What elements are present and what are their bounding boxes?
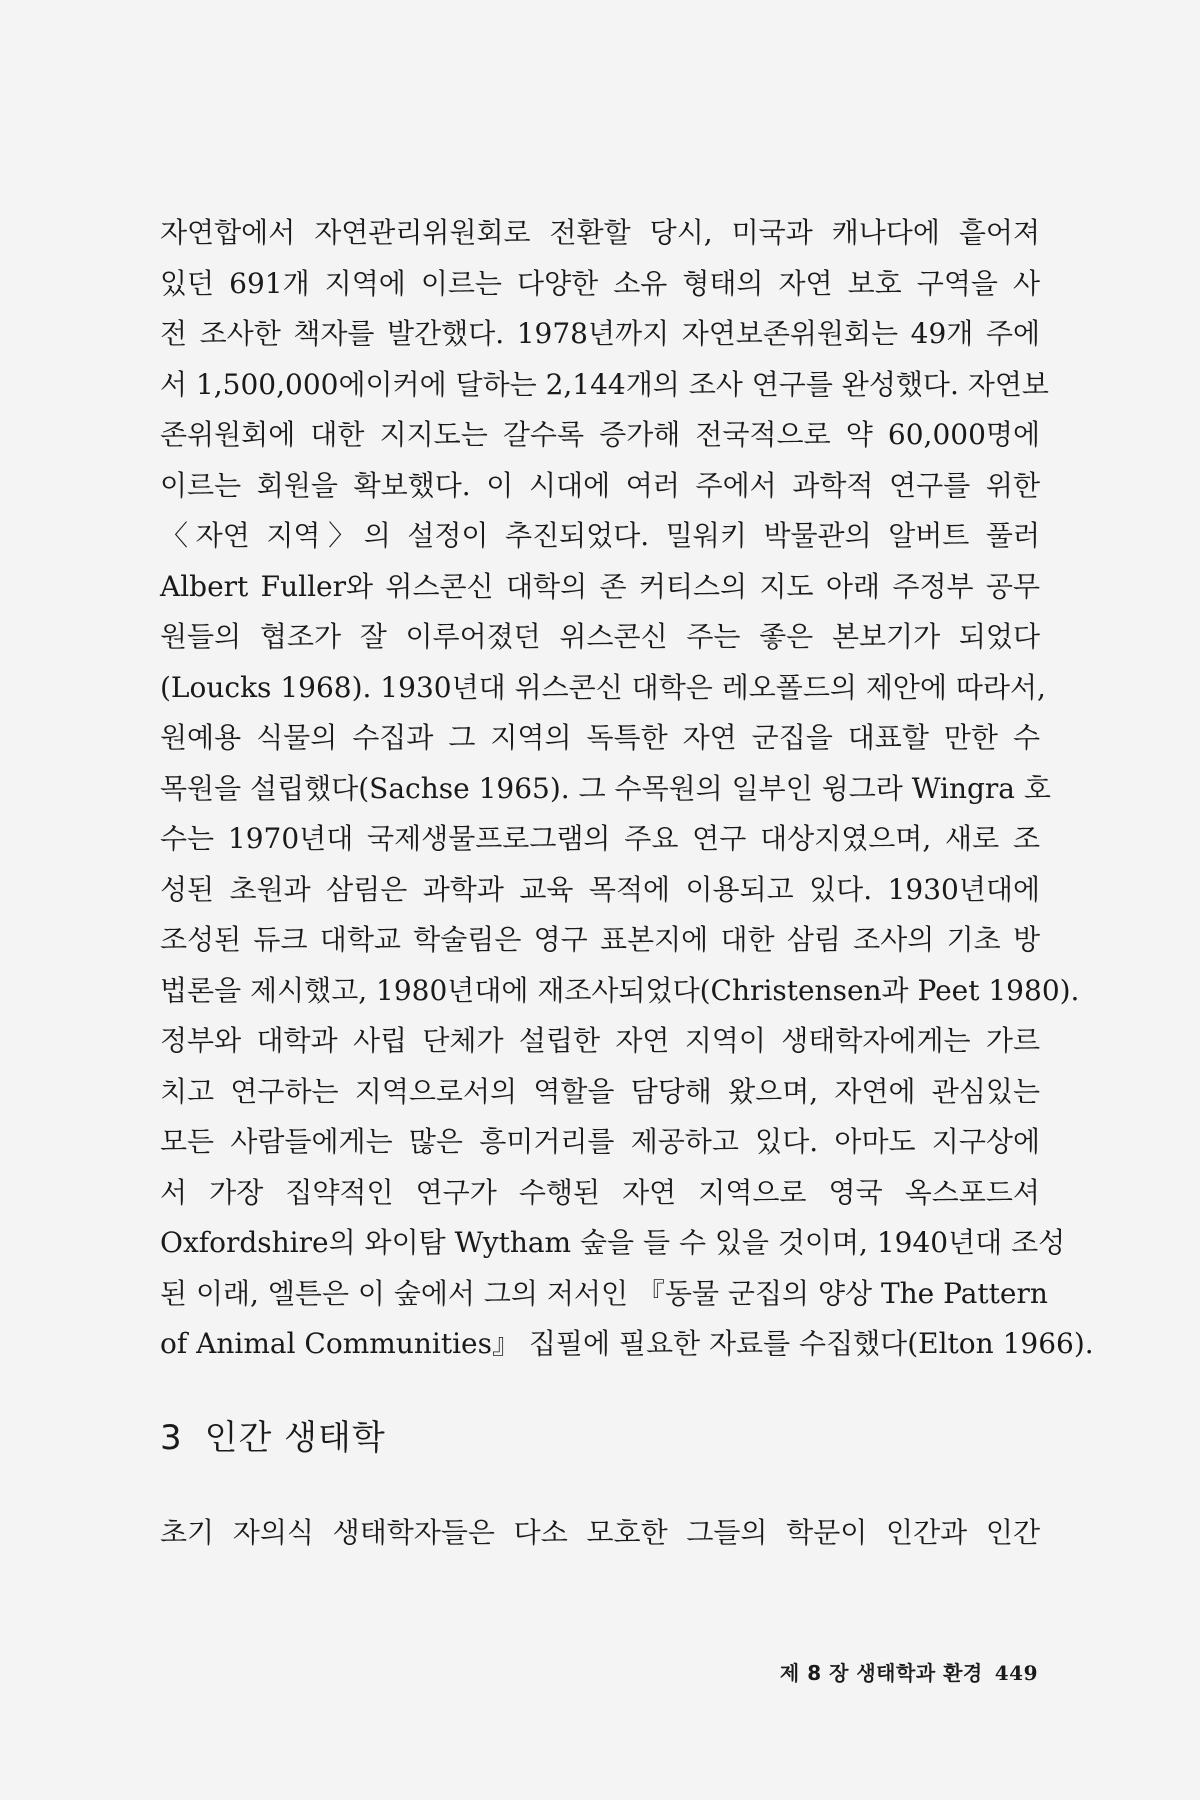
text-line: 된 이래, 엘튼은 이 숲에서 그의 저서인 『동물 군집의 양상 The Pattern bbox=[160, 1276, 1048, 1310]
text-line: 원예용 식물의 수집과 그 지역의 독특한 자연 군집을 대표할 만한 수 bbox=[160, 721, 1040, 754]
text-line: of Animal Communities』 집필에 필요한 자료를 수집했다(Elton 1966). bbox=[160, 1327, 1094, 1360]
text-line: 원들의 협조가 잘 이루어졌던 위스콘신 주는 좋은 본보기가 되었다 bbox=[160, 620, 1040, 653]
chapter-running-title: 제 8 장 생태학과 환경 bbox=[779, 1661, 983, 1685]
text-line: 있던 691개 지역에 이르는 다양한 소유 형태의 자연 보호 구역을 사 bbox=[160, 266, 1040, 300]
text-line: 모든 사람들에게는 많은 흥미거리를 제공하고 있다. 아마도 지구상에 bbox=[160, 1125, 1040, 1158]
text-line: 이르는 회원을 확보했다. 이 시대에 여러 주에서 과학적 연구를 위한 bbox=[160, 468, 1040, 502]
text-line: 서 1,500,000에이커에 달하는 2,144개의 조사 연구를 완성했다. 자연보 bbox=[160, 367, 1049, 401]
section-heading bbox=[160, 1410, 386, 1459]
page-footer bbox=[780, 1657, 1038, 1686]
text-line: 〈자연 지역〉의 설정이 추진되었다. 밀워키 박물관의 알버트 풀러 bbox=[160, 519, 1040, 552]
section-number: 3 bbox=[160, 1418, 183, 1458]
text-line: 전 조사한 책자를 발간했다. 1978년까지 자연보존위원회는 49개 주에 bbox=[160, 317, 1040, 350]
text-line: 수는 1970년대 국제생물프로그램의 주요 연구 대상지였으며, 새로 조 bbox=[160, 822, 1040, 855]
text-line: 치고 연구하는 지역으로서의 역할을 담당해 왔으며, 자연에 관심있는 bbox=[160, 1074, 1040, 1108]
text-line: 조성된 듀크 대학교 학술림은 영구 표본지에 대한 삼림 조사의 기초 방 bbox=[160, 923, 1040, 956]
body-paragraph bbox=[160, 208, 1094, 1370]
page-number: 449 bbox=[994, 1661, 1038, 1685]
text-line: 성된 초원과 삼림은 과학과 교육 목적에 이용되고 있다. 1930년대에 bbox=[160, 872, 1040, 906]
text-line: Albert Fuller와 위스콘신 대학의 존 커티스의 지도 아래 주정부 공무 bbox=[160, 569, 1040, 603]
section-title: 인간 생태학 bbox=[204, 1418, 386, 1458]
text-line: 목원을 설립했다(Sachse 1965). 그 수목원의 일부인 윙그라 Wingra 호 bbox=[160, 771, 1051, 805]
text-line: 존위원회에 대한 지지도는 갈수록 증가해 전국적으로 약 60,000명에 bbox=[160, 418, 1040, 451]
text-line: 서 가장 집약적인 연구가 수행된 자연 지역으로 영국 옥스포드셔 bbox=[160, 1175, 1040, 1209]
text-line: Oxfordshire의 와이탐 Wytham 숲을 들 수 있을 것이며, 1940년대 조성 bbox=[160, 1226, 1066, 1259]
text-line: 정부와 대학과 사립 단체가 설립한 자연 지역이 생태학자에게는 가르 bbox=[160, 1024, 1040, 1057]
text-line: 법론을 제시했고, 1980년대에 재조사되었다(Christensen과 Peet 1980). bbox=[160, 973, 1080, 1007]
section-intro-line: 초기 자의식 생태학자들은 다소 모호한 그들의 학문이 인간과 인간 bbox=[160, 1516, 1040, 1549]
text-line: (Loucks 1968). 1930년대 위스콘신 대학은 레오폴드의 제안에 따라서, bbox=[160, 670, 1046, 704]
text-line: 자연합에서 자연관리위원회로 전환할 당시, 미국과 캐나다에 흩어져 bbox=[160, 216, 1040, 249]
